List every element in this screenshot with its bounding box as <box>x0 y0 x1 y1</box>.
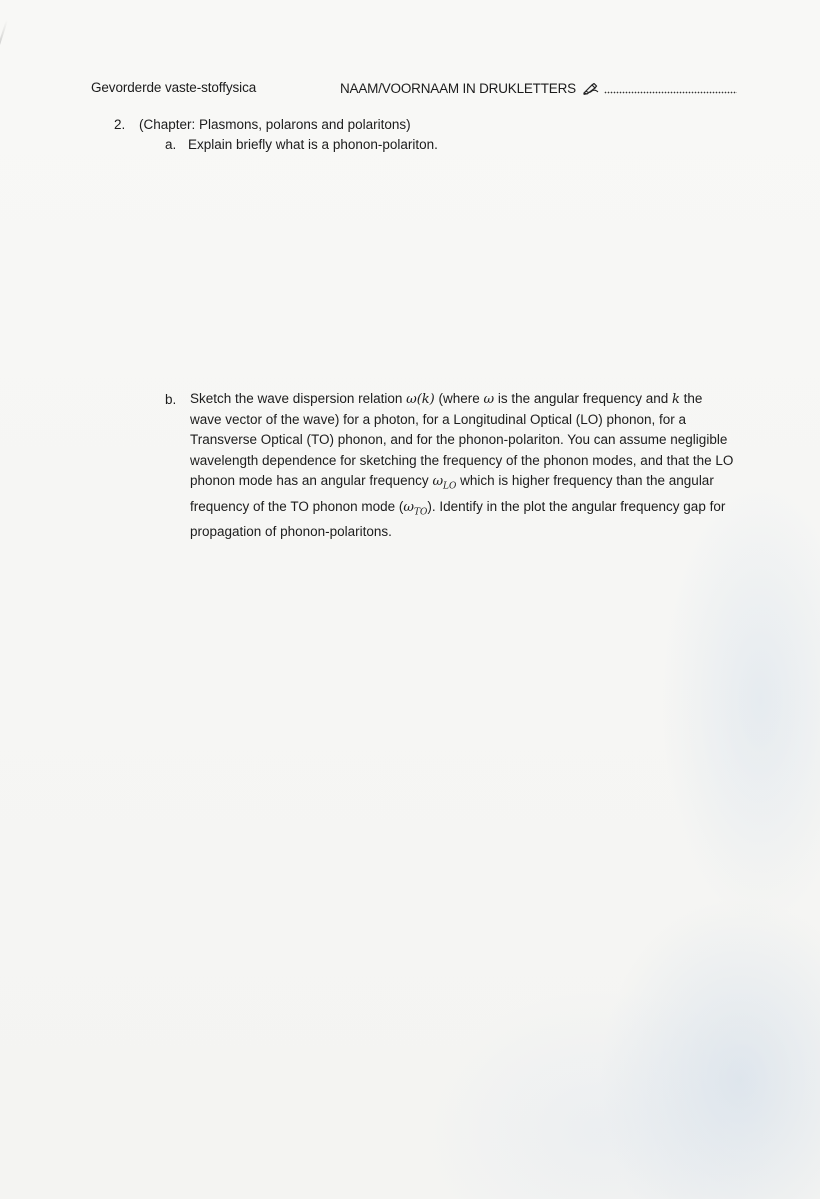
course-title: Gevorderde vaste-stoffysica <box>91 80 257 95</box>
part-b-line-5: phonon mode has an angular frequency $\omega_{LO}$ which is higher frequency than the angular <box>190 472 714 492</box>
part-a-text: Explain briefly what is a phonon-polariton. <box>188 137 438 152</box>
part-b-line-4: wavelength dependence for sketching the frequency of the phonon modes, and that the LO <box>190 452 734 468</box>
part-b-line-6: frequency of the TO phonon mode $(\omega_{TO})$. Identify in the plot the angular frequency gap for <box>190 498 726 518</box>
name-label: NAAM/VOORNAAM IN DRUKLETTERS <box>340 81 576 96</box>
part-a-letter: a. <box>165 137 177 152</box>
omega-to-symbol: $\omega_{TO}$ <box>403 499 428 518</box>
part-b-text <box>190 389 750 543</box>
omega-lo-symbol: $\omega_{LO}$ <box>432 473 457 492</box>
part-b-line-7: propagation of phonon-polaritons. <box>190 524 392 540</box>
name-fill-in-dots[interactable] <box>604 82 737 94</box>
name-field <box>340 81 737 98</box>
paper-edge-mark <box>0 20 8 101</box>
question-title: (Chapter: Plasmons, polarons and polaritons) <box>139 117 411 132</box>
part-b-line-1: Sketch the wave dispersion relation ω(k) (where ω is the angular frequency and k the <box>190 391 703 407</box>
part-b-line-3: Transverse Optical (TO) phonon, and for the phonon-polariton. You can assume negligible <box>190 432 728 448</box>
part-b-line-2: wave vector of the wave) for a photon, for a Longitudinal Optical (LO) phonon, for a <box>190 412 687 428</box>
omega-k-symbol: ω(k) <box>406 392 435 407</box>
pen-writing-icon <box>583 83 599 98</box>
question-number: 2. <box>114 117 126 132</box>
part-b-letter: b. <box>165 392 177 407</box>
